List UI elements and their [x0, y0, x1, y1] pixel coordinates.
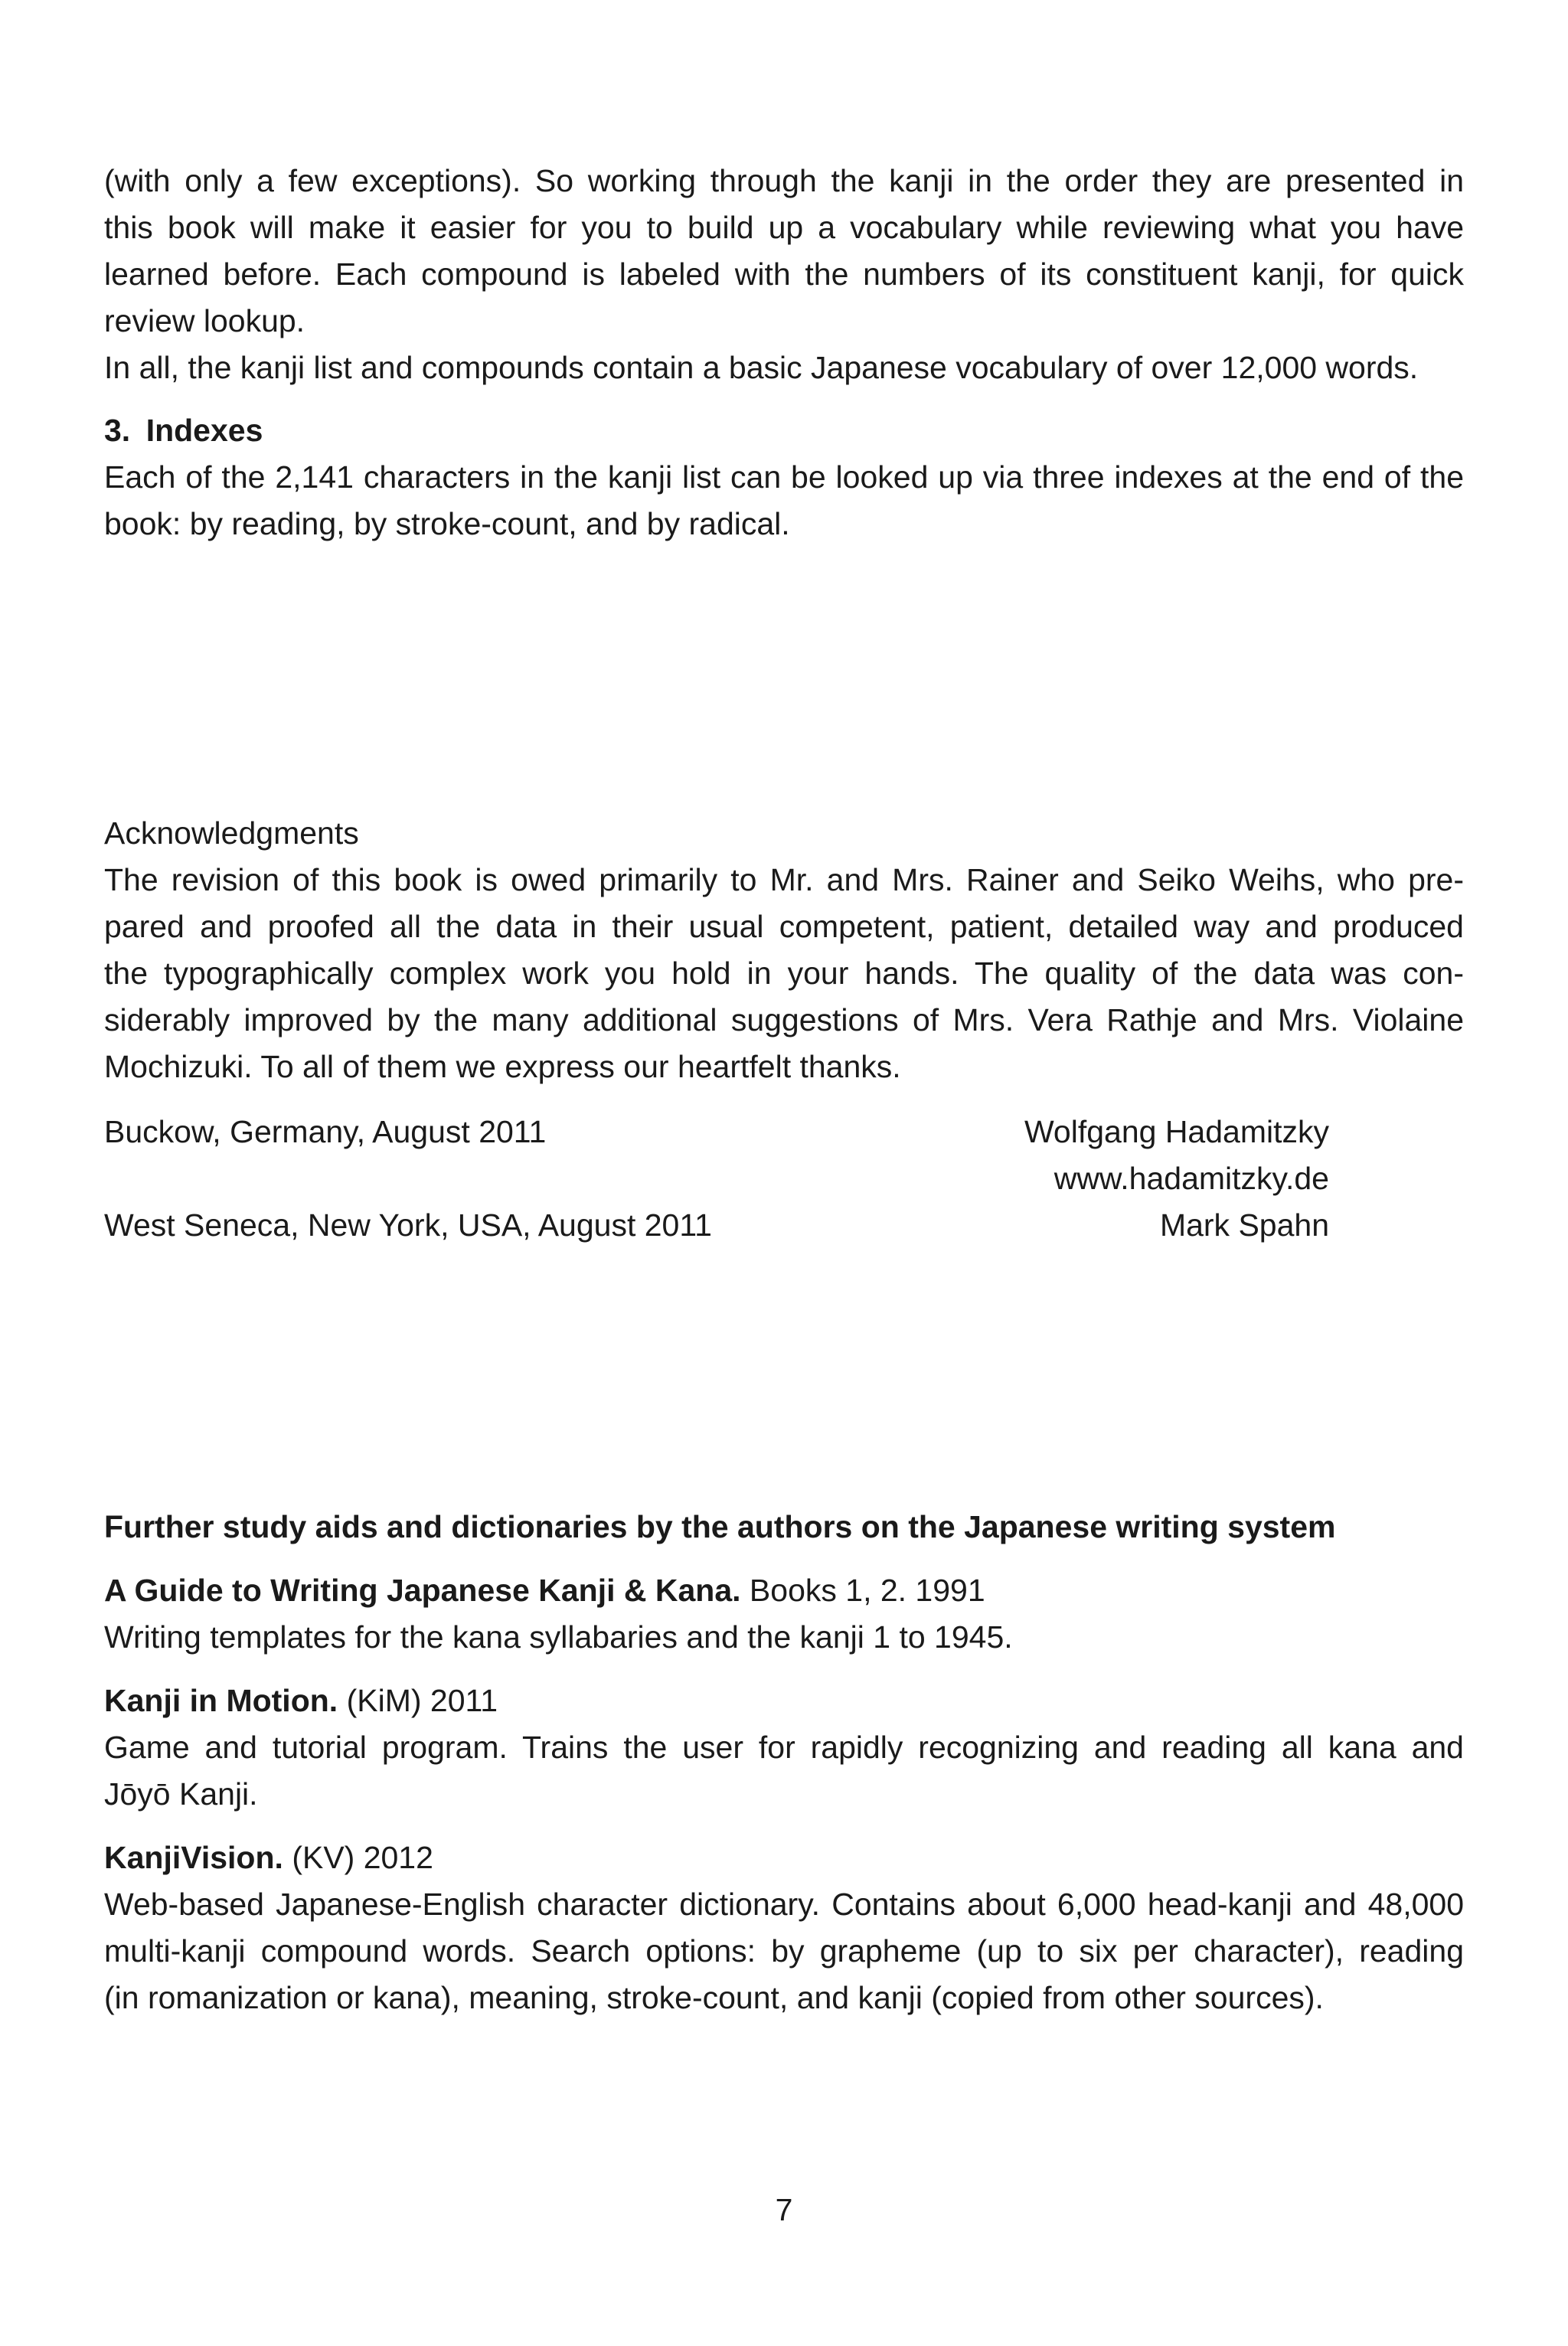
indexes-line: Each of the 2,141 characters in the kanji list can be looked up via three indexes at the end of the	[104, 459, 1464, 495]
indexes-line: book: by reading, by stroke-count, and by radical.	[104, 506, 790, 541]
entry-meta: (KV) 2012	[283, 1840, 433, 1875]
entry-description: Web-based Japanese-English character dictionary. Contains about 6,000 head-kanji and 48,000	[104, 1887, 1464, 1922]
acknowledgments-line: the typographically complex work you hold in your hands. The quality of the data was con-	[104, 956, 1464, 991]
list-item	[104, 1835, 1464, 2021]
list-item	[104, 1567, 1464, 1661]
further-study-heading: Further study aids and dictionaries by the authors on the Japanese writing system	[104, 1509, 1336, 1544]
entry-description: multi-kanji compound words. Search options: by grapheme (up to six per character), reading	[104, 1933, 1464, 1969]
intro-line: learned before. Each compound is labeled with the numbers of its constituent kanji, for quick	[104, 256, 1464, 292]
indexes-section	[104, 407, 1464, 547]
list-item	[104, 1678, 1464, 1818]
signature-row	[104, 1109, 1329, 1155]
intro-line: this book will make it easier for you to build up a vocabulary while reviewing what you have	[104, 210, 1464, 245]
page-number: 7	[775, 2192, 793, 2227]
entry-title: Kanji in Motion.	[104, 1683, 338, 1718]
acknowledgments-line: pared and proofed all the data in their usual competent, patient, detailed way and produced	[104, 909, 1464, 944]
entry-header	[104, 1678, 1464, 1724]
entry-meta: Books 1, 2. 1991	[740, 1573, 985, 1608]
intro-line: In all, the kanji list and compounds contain a basic Japanese vocabulary of over 12,000 words.	[104, 350, 1419, 385]
entry-description: Writing templates for the kana syllabaries and the kanji 1 to 1945.	[104, 1619, 1013, 1655]
signature-author: Mark Spahn	[1159, 1207, 1329, 1243]
author-website: www.hadamitzky.de	[1054, 1161, 1329, 1196]
signature-row	[104, 1202, 1329, 1249]
entry-description: (in romanization or kana), meaning, stroke-count, and kanji (copied from other sources).	[104, 1980, 1324, 2015]
entry-title: KanjiVision.	[104, 1840, 283, 1875]
acknowledgments-line: The revision of this book is owed primarily to Mr. and Mrs. Rainer and Seiko Weihs, who pre-	[104, 862, 1464, 897]
indexes-heading: 3. Indexes	[104, 413, 263, 448]
signature-place: Buckow, Germany, August 2011	[104, 1114, 547, 1149]
signature-author: Wolfgang Hadamitzky	[1024, 1114, 1329, 1149]
acknowledgments-heading: Acknowledgments	[104, 815, 359, 851]
intro-line: (with only a few exceptions). So working through the kanji in the order they are presented in	[104, 163, 1464, 198]
signature-row	[104, 1155, 1329, 1202]
entry-description: Jōyō Kanji.	[104, 1776, 258, 1812]
signature-place: West Seneca, New York, USA, August 2011	[104, 1207, 712, 1243]
acknowledgments-section	[104, 810, 1464, 1243]
intro-line: review lookup.	[104, 303, 305, 338]
entry-header	[104, 1567, 1464, 1614]
entry-title: A Guide to Writing Japanese Kanji & Kana.	[104, 1573, 741, 1608]
entry-header	[104, 1835, 1464, 1881]
acknowledgments-line: Mochizuki. To all of them we express our heartfelt thanks.	[104, 1049, 901, 1084]
further-study-section	[104, 1504, 1464, 2021]
intro-section	[104, 158, 1464, 391]
entry-description: Game and tutorial program. Trains the user for rapidly recognizing and reading all kana and	[104, 1730, 1464, 1765]
acknowledgments-line: siderably improved by the many additional suggestions of Mrs. Vera Rathje and Mrs. Violaine	[104, 1002, 1464, 1037]
entry-meta: (KiM) 2011	[338, 1683, 498, 1718]
